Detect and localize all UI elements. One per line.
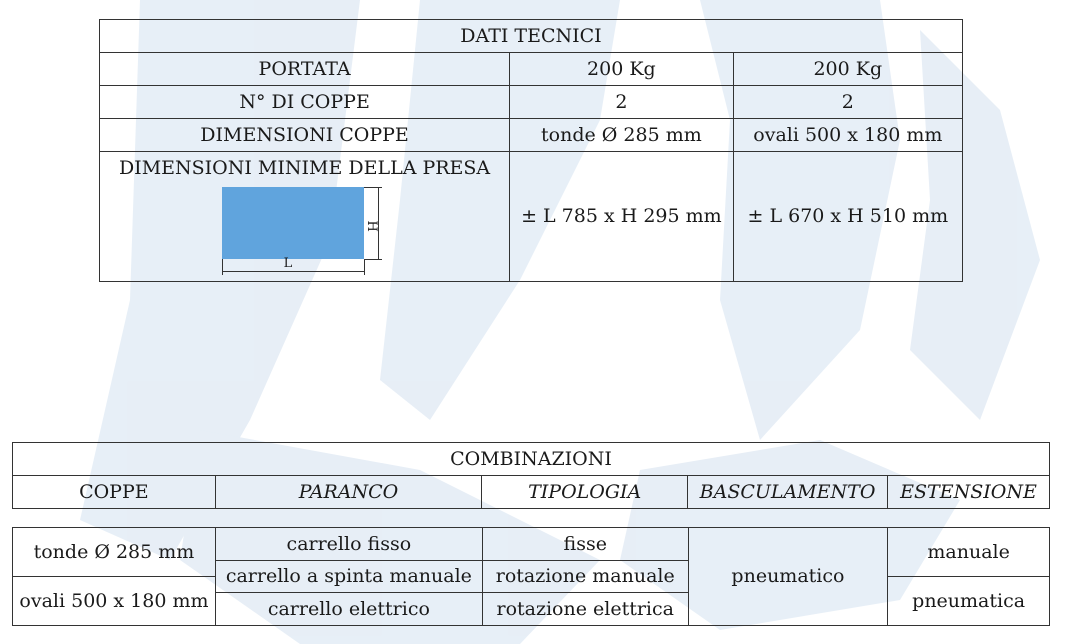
length-tick	[364, 259, 365, 275]
estensione-cell: pneumatica	[888, 577, 1050, 626]
row-value: 2	[733, 86, 962, 119]
tipologia-cell: rotazione manuale	[482, 561, 688, 593]
combinations-header-table	[12, 442, 1050, 509]
tipologia-cell: rotazione elettrica	[482, 593, 688, 626]
paranco-cell: carrello a spinta manuale	[215, 561, 482, 593]
row-label: DIMENSIONI COPPE	[100, 119, 510, 152]
presa-diagram	[222, 187, 392, 279]
column-header-estensione: ESTENSIONE	[888, 476, 1050, 509]
row-value: ± L 670 x H 510 mm	[733, 152, 962, 282]
table-row	[100, 119, 963, 152]
table-row	[100, 152, 963, 282]
row-value: tonde Ø 285 mm	[510, 119, 734, 152]
row-value: 200 Kg	[733, 53, 962, 86]
row-value: ± L 785 x H 295 mm	[510, 152, 734, 282]
height-label: H	[363, 220, 379, 232]
height-tick	[364, 187, 382, 188]
height-tick	[364, 259, 382, 260]
row-value: ovali 500 x 180 mm	[733, 119, 962, 152]
table-row	[100, 53, 963, 86]
paranco-cell: carrello fisso	[215, 528, 482, 561]
row-label: N° DI COPPE	[100, 86, 510, 119]
combinations-table	[12, 527, 1050, 626]
column-header-basculamento: BASCULAMENTO	[688, 476, 888, 509]
table-row	[100, 86, 963, 119]
length-tick	[222, 259, 223, 275]
paranco-cell: carrello elettrico	[215, 593, 482, 626]
column-header-coppe: COPPE	[13, 476, 216, 509]
table-header-row	[13, 476, 1050, 509]
row-value: 200 Kg	[510, 53, 734, 86]
column-header-paranco: PARANCO	[215, 476, 482, 509]
length-label: L	[283, 255, 293, 271]
presa-cell	[100, 152, 510, 282]
row-value: 2	[510, 86, 734, 119]
row-label: PORTATA	[100, 53, 510, 86]
tipologia-cell: fisse	[482, 528, 688, 561]
coppe-cell: ovali 500 x 180 mm	[13, 577, 216, 626]
basculamento-cell: pneumatico	[688, 528, 888, 626]
coppe-cell: tonde Ø 285 mm	[13, 528, 216, 577]
combinations-title: COMBINAZIONI	[13, 443, 1050, 476]
column-header-tipologia: TIPOLOGIA	[482, 476, 688, 509]
grip-area-rect	[222, 187, 364, 259]
tech-table	[99, 19, 963, 282]
estensione-cell: manuale	[888, 528, 1050, 577]
tech-table-title: DATI TECNICI	[100, 20, 963, 53]
presa-label: DIMENSIONI MINIME DELLA PRESA	[118, 157, 491, 179]
length-dimension-line	[222, 271, 364, 272]
